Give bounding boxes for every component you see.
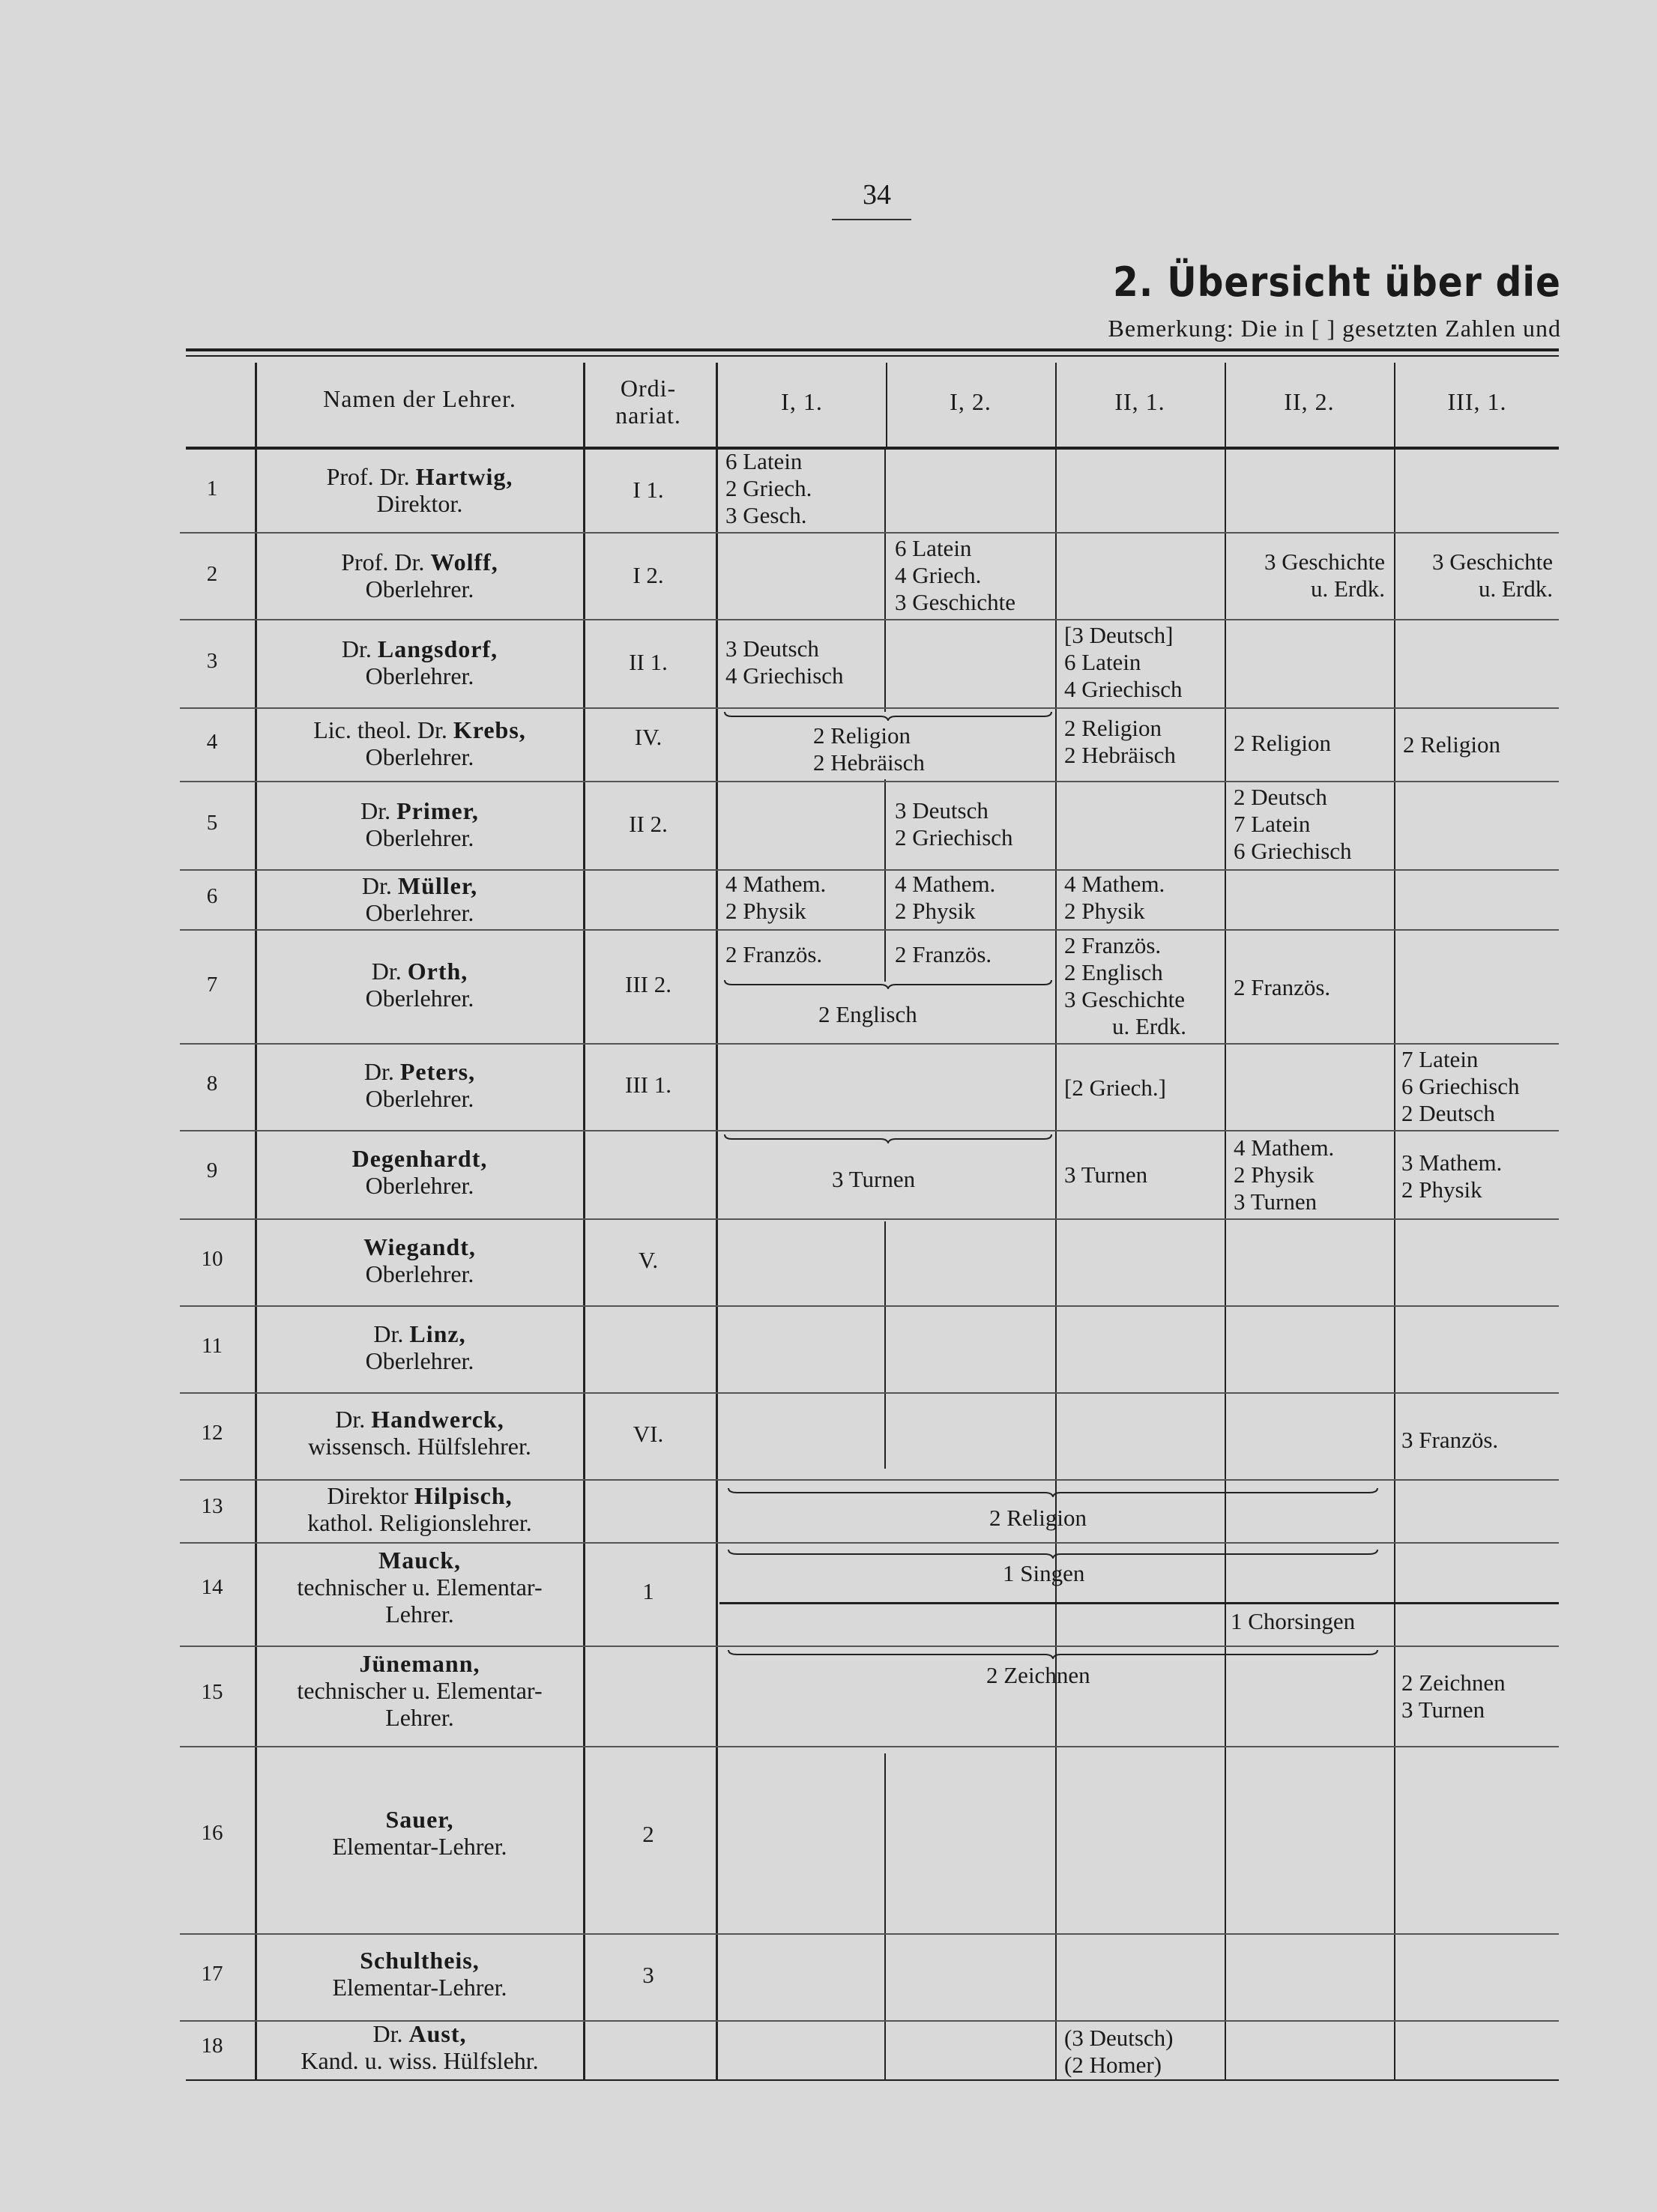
teacher-name: Mauck, technischer u. Elementar- Lehrer.	[297, 1547, 543, 1628]
col-rule-c1-right	[886, 363, 887, 447]
cell-II-1: (3 Deutsch) (2 Homer)	[1064, 2025, 1174, 2078]
row-separator	[180, 1392, 1559, 1394]
teacher-name: Dr. Linz, Oberlehrer.	[365, 1320, 474, 1374]
brace-row13	[727, 1487, 1379, 1497]
row-number: 7	[206, 973, 218, 997]
teacher-name: Dr. Müller, Oberlehrer.	[361, 872, 478, 926]
row-number: 8	[206, 1072, 218, 1096]
row-number: 14	[201, 1575, 223, 1599]
header-class-III-1: III, 1.	[1447, 388, 1507, 415]
remark-line: Bemerkung: Die in [ ] gesetzten Zahlen und	[1108, 315, 1561, 342]
teacher-name: Dr. Aust, Kand. u. wiss. Hülfslehr.	[301, 2020, 539, 2074]
ordinariat-value: II 2.	[629, 811, 668, 837]
col-rule-c1-body-a	[884, 450, 886, 712]
row-number: 1	[206, 477, 218, 501]
cell-joint-span-chorsingen: 1 Chorsingen	[1231, 1608, 1356, 1634]
row-number: 16	[201, 1821, 223, 1845]
teacher-name: Dr. Orth, Oberlehrer.	[365, 958, 474, 1012]
teacher-name: Jünemann, technischer u. Elementar- Lehrer.	[297, 1650, 543, 1731]
page-number-rule	[832, 219, 911, 220]
row-separator	[180, 619, 1559, 620]
row-separator	[180, 1305, 1559, 1307]
row-separator	[180, 1479, 1559, 1481]
teacher-name: Wiegandt, Oberlehrer.	[363, 1233, 476, 1287]
teacher-name: Dr. Langsdorf, Oberlehrer.	[341, 635, 498, 689]
cell-I-1-2-joint: 2 Religion 2 Hebräisch	[813, 722, 925, 776]
header-class-I-2: I, 2.	[950, 388, 992, 415]
row-separator	[180, 1542, 1559, 1544]
row-separator	[180, 929, 1559, 931]
teacher-name: Schultheis, Elementar-Lehrer.	[332, 1947, 507, 2001]
row-separator	[180, 1218, 1559, 1220]
cell-III-1: 2 Religion	[1403, 731, 1501, 758]
top-double-rule-2	[186, 355, 1559, 357]
chorsingen-rule	[719, 1602, 1559, 1604]
row-separator	[180, 869, 1559, 871]
row-separator	[180, 1646, 1559, 1647]
cell-I-1: 3 Deutsch 4 Griechisch	[725, 635, 844, 689]
page-title: 2. Übersicht über die	[1113, 259, 1561, 306]
row-number: 13	[201, 1494, 223, 1518]
row-number: 11	[202, 1334, 223, 1358]
cell-I-2: 4 Mathem. 2 Physik	[895, 871, 996, 924]
row-number: 15	[201, 1680, 223, 1704]
ordinariat-value: V.	[638, 1247, 659, 1273]
header-names: Namen der Lehrer.	[323, 385, 516, 412]
ordinariat-value: I 2.	[633, 562, 664, 588]
brace-row4	[723, 710, 1053, 721]
cell-I-1: 2 Französ.	[725, 941, 823, 967]
cell-III-1: 7 Latein 6 Griechisch 2 Deutsch	[1401, 1046, 1520, 1126]
row-separator	[180, 1746, 1559, 1747]
teacher-name: Degenhardt, Oberlehrer.	[351, 1145, 488, 1199]
cell-I-1-2-joint: 3 Turnen	[832, 1166, 916, 1192]
cell-II-1: [3 Deutsch] 6 Latein 4 Griechisch	[1064, 622, 1183, 702]
cell-II-2: 4 Mathem. 2 Physik 3 Turnen	[1234, 1134, 1335, 1215]
cell-II-1: 2 Religion 2 Hebräisch	[1064, 715, 1176, 768]
header-class-I-1: I, 1.	[781, 388, 823, 415]
ordinariat-value: III 2.	[625, 971, 671, 997]
cell-II-1: [2 Griech.]	[1064, 1075, 1166, 1101]
row-number: 3	[206, 649, 218, 673]
header-ordinariat-line1: Ordi-	[620, 375, 677, 402]
cell-II-2: 2 Französ.	[1234, 974, 1331, 1000]
cell-I-2: 6 Latein 4 Griech. 3 Geschichte	[895, 535, 1015, 615]
ordinariat-value: VI.	[633, 1421, 664, 1447]
cell-II-2: 2 Deutsch 7 Latein 6 Griechisch	[1234, 784, 1352, 864]
brace-row7	[723, 979, 1053, 989]
row-separator	[180, 1043, 1559, 1045]
teacher-name: Prof. Dr. Wolff, Oberlehrer.	[341, 549, 498, 602]
ordinariat-value: 3	[642, 1962, 654, 1988]
col-rule-c1-body-c	[884, 1221, 886, 1469]
teacher-name: Dr. Handwerck, wissensch. Hülfslehrer.	[308, 1406, 531, 1460]
col-rule-c1-body-b	[884, 779, 886, 982]
row-number: 4	[206, 730, 218, 754]
page-number: 34	[863, 179, 891, 211]
col-rule-c1-body-d	[884, 1753, 886, 2080]
row-separator	[180, 707, 1559, 709]
teacher-name: Lic. theol. Dr. Krebs, Oberlehrer.	[313, 716, 526, 770]
ordinariat-value: IV.	[634, 724, 663, 750]
row-number: 10	[201, 1247, 223, 1271]
cell-joint-span: 1 Singen	[1003, 1560, 1085, 1586]
row-separator	[180, 532, 1559, 534]
top-double-rule-1	[186, 348, 1559, 351]
cell-I-2: 2 Französ.	[895, 941, 992, 967]
ordinariat-value: II 1.	[629, 649, 668, 675]
cell-II-1: 4 Mathem. 2 Physik	[1064, 871, 1165, 924]
ordinariat-value: 2	[642, 1821, 654, 1847]
cell-III-1: 3 Französ.	[1401, 1427, 1499, 1453]
cell-II-2: 2 Religion	[1234, 730, 1332, 756]
row-number: 9	[206, 1158, 218, 1182]
row-separator	[180, 1933, 1559, 1935]
row-number: 12	[201, 1421, 223, 1445]
header-bottom-rule	[186, 447, 1559, 450]
row-number: 2	[206, 562, 218, 586]
brace-row9	[723, 1133, 1053, 1143]
teacher-name: Sauer, Elementar-Lehrer.	[332, 1806, 507, 1860]
teacher-name: Dr. Peters, Oberlehrer.	[363, 1058, 476, 1112]
cell-I-1: 6 Latein 2 Griech. 3 Gesch.	[725, 448, 812, 528]
cell-II-2: 3 Geschichte u. Erdk.	[1264, 549, 1385, 602]
cell-III-1: 3 Mathem. 2 Physik	[1401, 1149, 1503, 1203]
cell-I-1: 4 Mathem. 2 Physik	[725, 871, 827, 924]
cell-II-1: 2 Französ. 2 Englisch 3 Geschichte u. Erdk.	[1064, 932, 1187, 1039]
ordinariat-value: III 1.	[625, 1072, 671, 1098]
header-ordinariat-line2: nariat.	[615, 402, 681, 429]
teacher-name: Dr. Primer, Oberlehrer.	[360, 797, 479, 851]
header-class-II-1: II, 1.	[1114, 388, 1165, 415]
row-number: 5	[206, 811, 218, 835]
row-separator	[180, 781, 1559, 782]
header-class-II-2: II, 2.	[1284, 388, 1335, 415]
cell-joint-span: 2 Zeichnen	[986, 1662, 1090, 1688]
cell-I-2: 3 Deutsch 2 Griechisch	[895, 797, 1013, 850]
row-number: 18	[201, 2034, 223, 2058]
brace-row15	[727, 1649, 1379, 1659]
row-separator	[180, 1130, 1559, 1131]
cell-I-1-2-joint: 2 Englisch	[818, 1001, 917, 1027]
table-bottom-rule	[186, 2079, 1559, 2081]
teacher-name: Prof. Dr. Hartwig, Direktor.	[326, 463, 513, 517]
row-number: 6	[206, 884, 218, 908]
cell-II-1: 3 Turnen	[1064, 1161, 1148, 1188]
row-number: 17	[201, 1962, 223, 1986]
ordinariat-value: I 1.	[633, 477, 664, 503]
cell-joint-span: 2 Religion	[989, 1505, 1087, 1531]
teacher-name: Direktor Hilpisch, kathol. Religionslehrer.	[307, 1482, 532, 1536]
ordinariat-value: 1	[642, 1578, 654, 1604]
cell-III-1: 3 Geschichte u. Erdk.	[1432, 549, 1553, 602]
cell-III-1: 2 Zeichnen 3 Turnen	[1401, 1669, 1506, 1723]
brace-row14	[727, 1548, 1379, 1559]
